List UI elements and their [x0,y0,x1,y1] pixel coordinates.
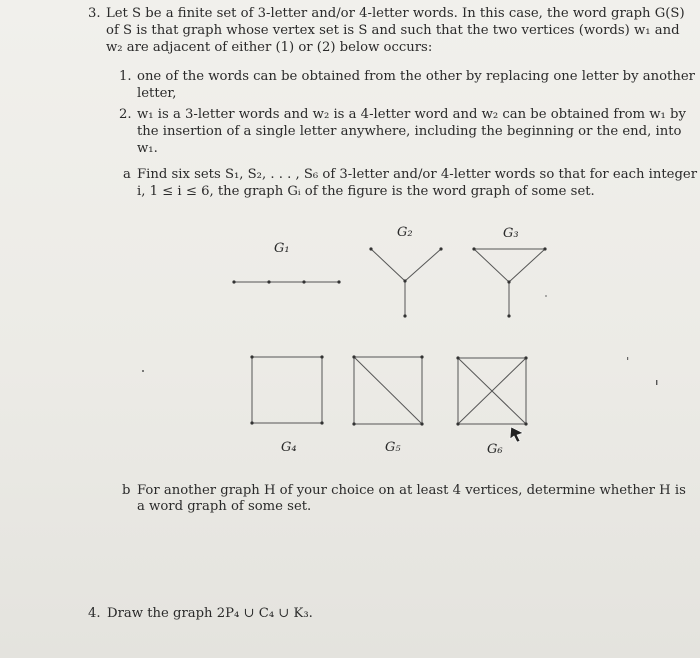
part-b-label: b [122,483,131,498]
problem-3-intro-line-2: of S is that graph whose vertex set is S and such that the two vertices (words) w₁ and [106,23,680,38]
graph-label-g2: G₂ [397,225,413,240]
speck-mark [627,357,628,360]
problem-3-number: 3. [88,6,101,21]
speck-mark [656,380,657,385]
condition-1-number: 1. [119,69,132,84]
graph-g2 [369,247,442,317]
part-b-line-2: a word graph of some set. [137,499,312,514]
graph-g6 [456,356,527,425]
graph-label-g1: G₁ [274,241,290,256]
graph-label-g4: G₄ [281,440,297,455]
graph-label-g3: G₃ [503,226,519,241]
problem-4-number: 4. [88,606,101,621]
part-a-line-1: Find six sets S₁, S₂, . . . , S₆ of 3-letter and/or 4-letter words so that for each integer [137,167,698,182]
part-b-line-1: For another graph H of your choice on at least 4 vertices, determine whether H is [137,483,686,498]
condition-2-line-2: the insertion of a single letter anywhere, including the beginning or the end, into [137,124,682,139]
graph-label-g5: G₅ [385,440,401,455]
condition-2-line-3: w₁. [137,141,158,156]
graph-g4 [250,355,323,424]
condition-1-line-1: one of the words can be obtained from the other by replacing one letter by another [137,69,695,84]
condition-2-line-1: w₁ is a 3-letter words and w₂ is a 4-letter word and w₂ can be obtained from w₁ by [137,107,686,122]
speck-mark [545,295,547,297]
condition-1-line-2: letter, [137,86,177,101]
speck-mark [142,370,144,372]
graph-label-g6: G₆ [487,442,503,457]
mouse-pointer-icon [510,427,523,442]
part-a-line-2: i, 1 ≤ i ≤ 6, the graph Gᵢ of the figure is the word graph of some set. [137,184,595,199]
graph-g1 [232,280,340,283]
graph-g5 [352,355,423,425]
problem-3-intro-line-1: Let S be a finite set of 3-letter and/or 4-letter words. In this case, the word graph G(S) [106,6,685,21]
problem-3-intro-line-3: w₂ are adjacent of either (1) or (2) below occurs: [106,40,433,55]
problem-4-text: Draw the graph 2P₄ ∪ C₄ ∪ K₃. [107,606,313,621]
condition-2-number: 2. [119,107,132,122]
graph-g3 [472,247,546,317]
part-a-label: a [123,167,131,182]
